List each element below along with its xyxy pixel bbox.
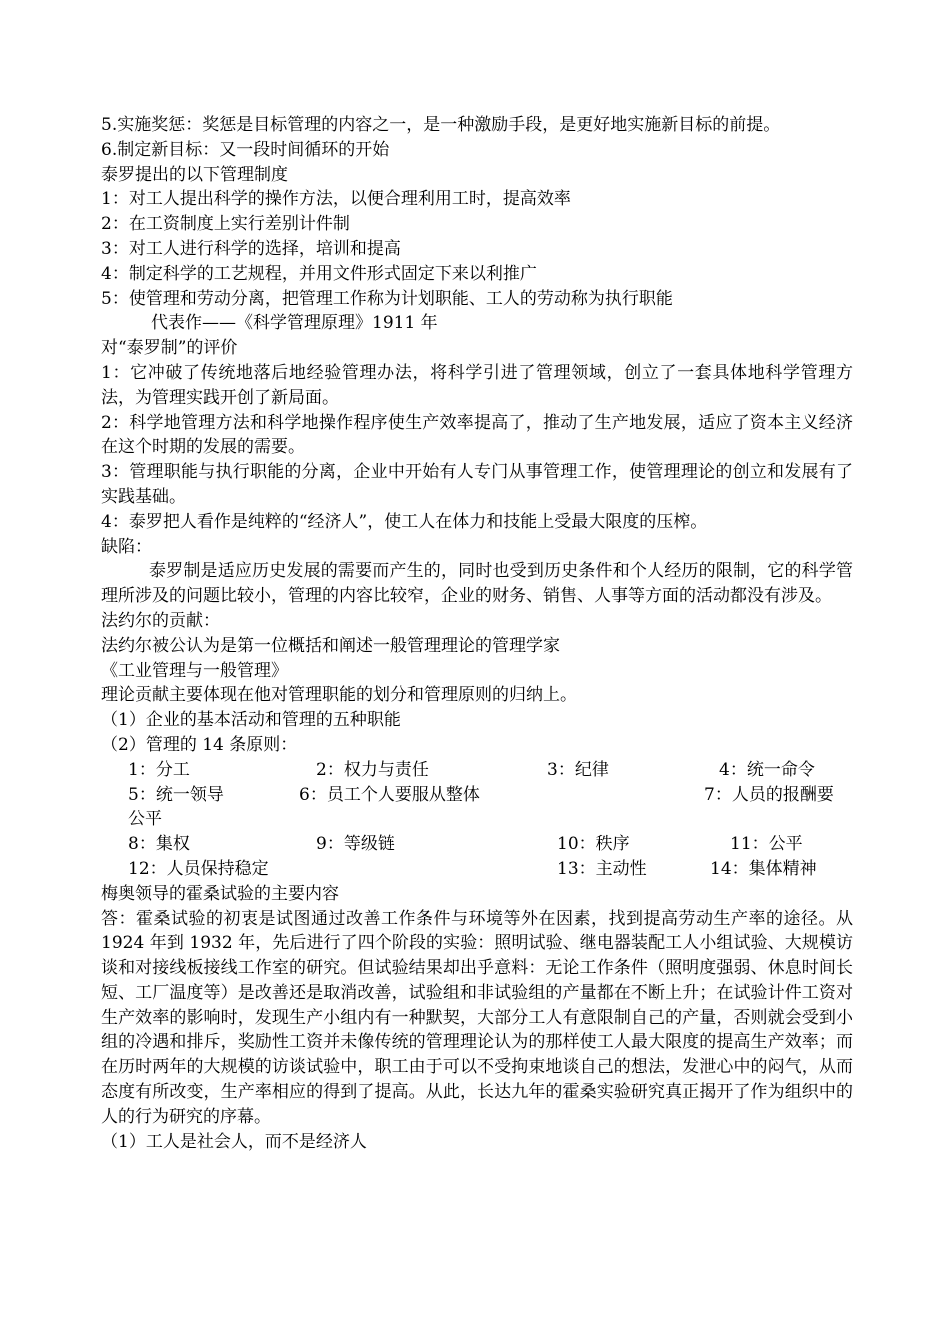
principle-item: 8：集权 — [128, 834, 190, 855]
document-body — [101, 113, 853, 1154]
list-item: 4：制定科学的工艺规程，并用文件形式固定下来以利推广 — [101, 263, 537, 284]
text-line: 6.制定新目标：又一段时间循环的开始 — [101, 139, 390, 160]
principle-item: 13：主动性 — [557, 858, 647, 879]
principle-item: 10：秩序 — [557, 834, 630, 855]
paragraph: 3：管理职能与执行职能的分离，企业中开始有人专门从事管理工作，使管理理论的创立和发展有了实践基础。 — [101, 462, 853, 507]
list-item: （1）企业的基本活动和管理的五种职能 — [101, 710, 401, 731]
list-item: 1：对工人提出科学的操作方法，以便合理利用工时，提高效率 — [101, 189, 571, 210]
principle-item: 6：员工个人要服从整体 — [299, 784, 480, 805]
text-line: 代表作——《科学管理原理》1911 年 — [151, 313, 438, 334]
paragraph: 1：它冲破了传统地落后地经验管理办法，将科学引进了管理领域，创立了一套具体地科学管理方法，为管理实践开创了新局面。 — [101, 362, 853, 408]
text-line: 理论贡献主要体现在他对管理职能的划分和管理原则的归纳上。 — [101, 685, 577, 706]
principle-item: 3：纪律 — [547, 759, 609, 780]
principle-item: 1：分工 — [128, 759, 190, 780]
principle-item: 11：公平 — [730, 834, 803, 855]
section-heading: 泰罗提出的以下管理制度 — [101, 164, 288, 185]
section-heading: 缺陷： — [101, 536, 152, 557]
principle-item: 9：等级链 — [316, 834, 395, 855]
principle-item: 公平 — [128, 809, 162, 830]
list-item: 5：使管理和劳动分离，把管理工作称为计划职能、工人的劳动称为执行职能 — [101, 288, 673, 309]
principle-item: 7：人员的报酬要 — [704, 784, 834, 805]
list-item: 2：在工资制度上实行差别计件制 — [101, 214, 350, 235]
paragraph: 泰罗制是适应历史发展的需要而产生的，同时也受到历史条件和个人经历的限制，它的科学管理所涉及的问题比较小，管理的内容比较窄，企业的财务、销售、人事等方面的活动都没有涉及。 — [101, 561, 853, 607]
paragraph: 2：科学地管理方法和科学地操作程序使生产效率提高了，推动了生产地发展，适应了资本主义经济在这个时期的发展的需要。 — [101, 412, 853, 458]
principles-row — [101, 832, 853, 857]
section-heading: 梅奥领导的霍桑试验的主要内容 — [101, 883, 339, 904]
text-line: 法约尔被公认为是第一位概括和阐述一般管理理论的管理学家 — [101, 635, 560, 656]
list-item: 3：对工人进行科学的选择，培训和提高 — [101, 238, 401, 259]
principles-row — [101, 758, 853, 783]
text-line: 5.实施奖惩：奖惩是目标管理的内容之一，是一种激励手段，是更好地实施新目标的前提。 — [101, 115, 781, 135]
section-heading: 法约尔的贡献： — [101, 610, 220, 631]
list-item: （2）管理的 14 条原则： — [101, 734, 298, 755]
principles-row — [101, 857, 853, 882]
list-item: （1）工人是社会人，而不是经济人 — [101, 1131, 367, 1152]
principle-item: 14：集体精神 — [710, 858, 817, 879]
list-item: 4：泰罗把人看作是纯粹的“经济人”，使工人在体力和技能上受最大限度的压榨。 — [101, 511, 708, 532]
section-heading: 对“泰罗制”的评价 — [101, 338, 238, 359]
book-title: 《工业管理与一般管理》 — [101, 660, 288, 681]
principle-item: 5：统一领导 — [128, 784, 224, 805]
principle-item: 12：人员保持稳定 — [128, 858, 269, 879]
principle-item: 4：统一命令 — [719, 759, 815, 780]
principles-row — [101, 807, 853, 832]
principles-row — [101, 783, 853, 808]
paragraph: 答：霍桑试验的初衷是试图通过改善工作条件与环境等外在因素，找到提高劳动生产率的途径。从 1924 年到 1932 年，先后进行了四个阶段的实验：照明试验、继电器装配工人小组试验、大规模访谈和对接线板接线工作室的研究。但试验结果却出乎意料：无论工作条件（照明度强弱、休息时间长短、工厂温度等）是改善还是取消改善，试验组和非试验组的产量都在不断上升；在试验计件工资对生产效率的影响时，发现生产小组内有一种默契，大部分工人有意限制自己的产量，否则就会受到小组的冷遇和排斥，奖励性工资并未像传统的管理理论认为的那样使工人最大限度的提高生产效率；而在历时两年的大规模的访谈试验中，职工由于可以不受拘束地谈自己的想法，发泄心中的闷气，从而态度有所改变，生产率相应的得到了提高。从此，长达九年的霍桑实验研究真正揭开了作为组织中的人的行为研究的序幕。 — [101, 908, 853, 1127]
principle-item: 2：权力与责任 — [316, 759, 429, 780]
